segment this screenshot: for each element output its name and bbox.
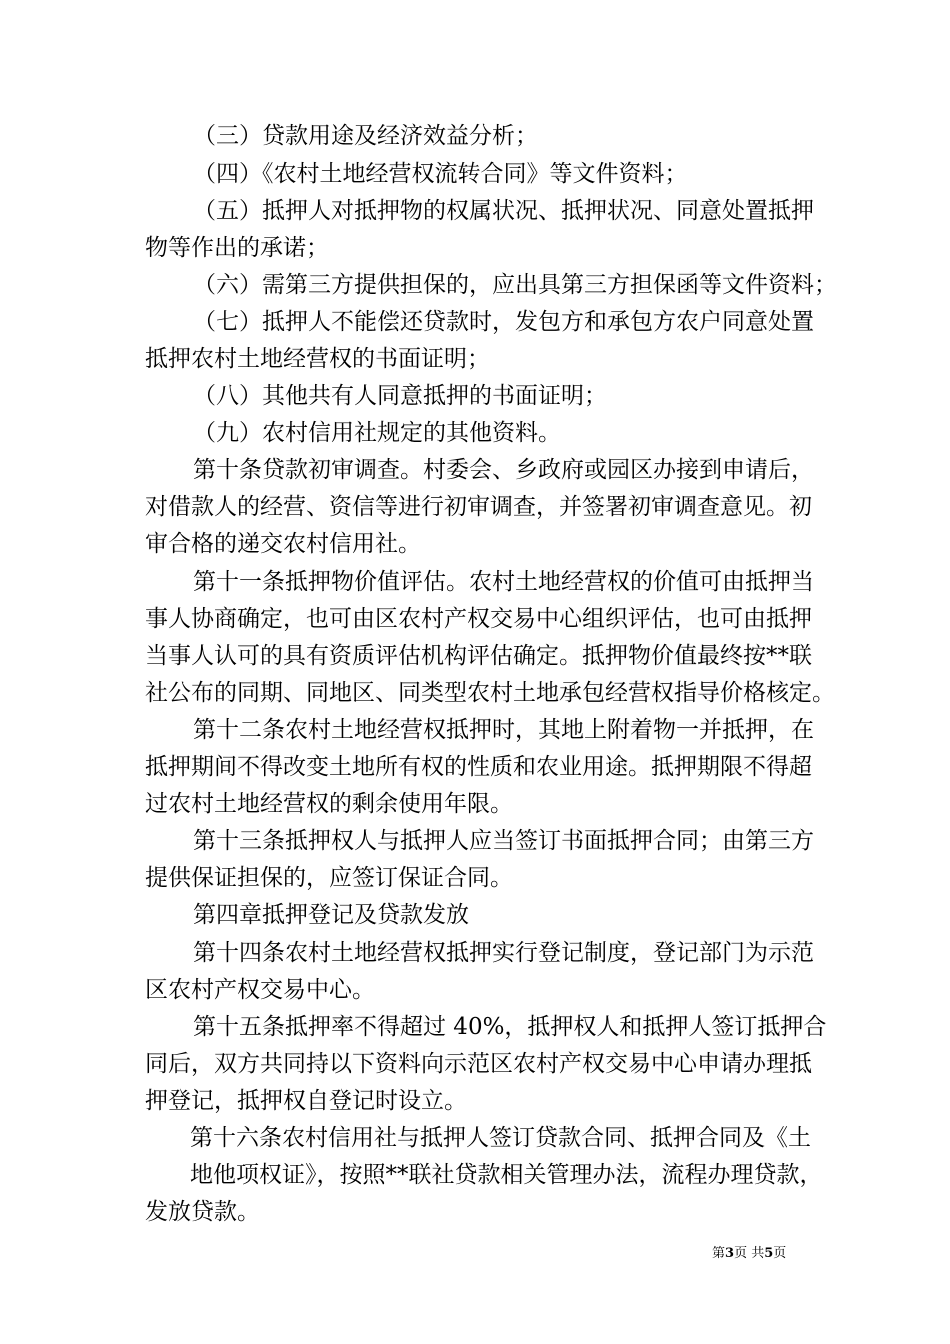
body-line: 事人协商确定，也可由区农村产权交易中心组织评估，也可由抵押 [145, 606, 812, 632]
footer-middle: 页 共 [734, 1246, 765, 1261]
body-line: （七）抵押人不能偿还贷款时，发包方和承包方农户同意处置 [193, 309, 814, 335]
footer-suffix: 页 [773, 1246, 787, 1261]
body-line: （六）需第三方提供担保的，应出具第三方担保函等文件资料； [193, 272, 837, 298]
body-line: 第十三条抵押权人与抵押人应当签订书面抵押合同；由第三方 [193, 828, 814, 854]
body-line: 第十六条农村信用社与抵押人签订贷款合同、抵押合同及《土 [190, 1125, 811, 1151]
body-line: 审合格的递交农村信用社。 [145, 531, 421, 557]
total-pages-number: 5 [764, 1246, 774, 1261]
body-line: 社公布的同期、同地区、同类型农村土地承包经营权指导价格核定。 [145, 680, 835, 706]
body-line: 第十五条抵押率不得超过 40%，抵押权人和抵押人签订抵押合 [193, 1014, 827, 1040]
body-line: 押登记，抵押权自登记时设立。 [145, 1088, 467, 1114]
body-line: 第十二条农村土地经营权抵押时，其地上附着物一并抵押，在 [193, 717, 814, 743]
body-line: （五）抵押人对抵押物的权属状况、抵押状况、同意处置抵押 [193, 198, 814, 224]
body-line: 同后，双方共同持以下资料向示范区农村产权交易中心申请办理抵 [145, 1051, 812, 1077]
chapter-heading: 第四章抵押登记及贷款发放 [193, 902, 469, 928]
footer-prefix: 第 [712, 1246, 726, 1261]
body-line: 发放贷款。 [145, 1199, 260, 1225]
body-line: 抵押农村土地经营权的书面证明； [145, 346, 490, 372]
body-line: 抵押期间不得改变土地所有权的性质和农业用途。抵押期限不得超 [145, 754, 812, 780]
body-line: 地他项权证》，按照**联社贷款相关管理办法，流程办理贷款， [190, 1162, 823, 1188]
body-line: （八）其他共有人同意抵押的书面证明； [193, 383, 607, 409]
body-line: 对借款人的经营、资信等进行初审调查，并签署初审调查意见。初 [145, 494, 812, 520]
body-line: 过农村土地经营权的剩余使用年限。 [145, 791, 513, 817]
body-line: 第十条贷款初审调查。村委会、乡政府或园区办接到申请后， [193, 457, 814, 483]
page-number-footer [712, 1245, 786, 1263]
body-line: （三）贷款用途及经济效益分析； [193, 123, 538, 149]
body-line: 第十四条农村土地经营权抵押实行登记制度，登记部门为示范 [193, 940, 814, 966]
body-line: （四）《农村土地经营权流转合同》等文件资料； [193, 161, 688, 187]
body-line: 当事人认可的具有资质评估机构评估确定。抵押物价值最终按**联 [145, 643, 812, 669]
body-line: （九）农村信用社规定的其他资料。 [193, 420, 561, 446]
body-line: 物等作出的承诺； [145, 235, 329, 261]
current-page-number: 3 [725, 1246, 735, 1261]
body-line: 第十一条抵押物价值评估。农村土地经营权的价值可由抵押当 [193, 569, 814, 595]
body-line: 区农村产权交易中心。 [145, 977, 375, 1003]
body-line: 提供保证担保的，应签订保证合同。 [145, 865, 513, 891]
